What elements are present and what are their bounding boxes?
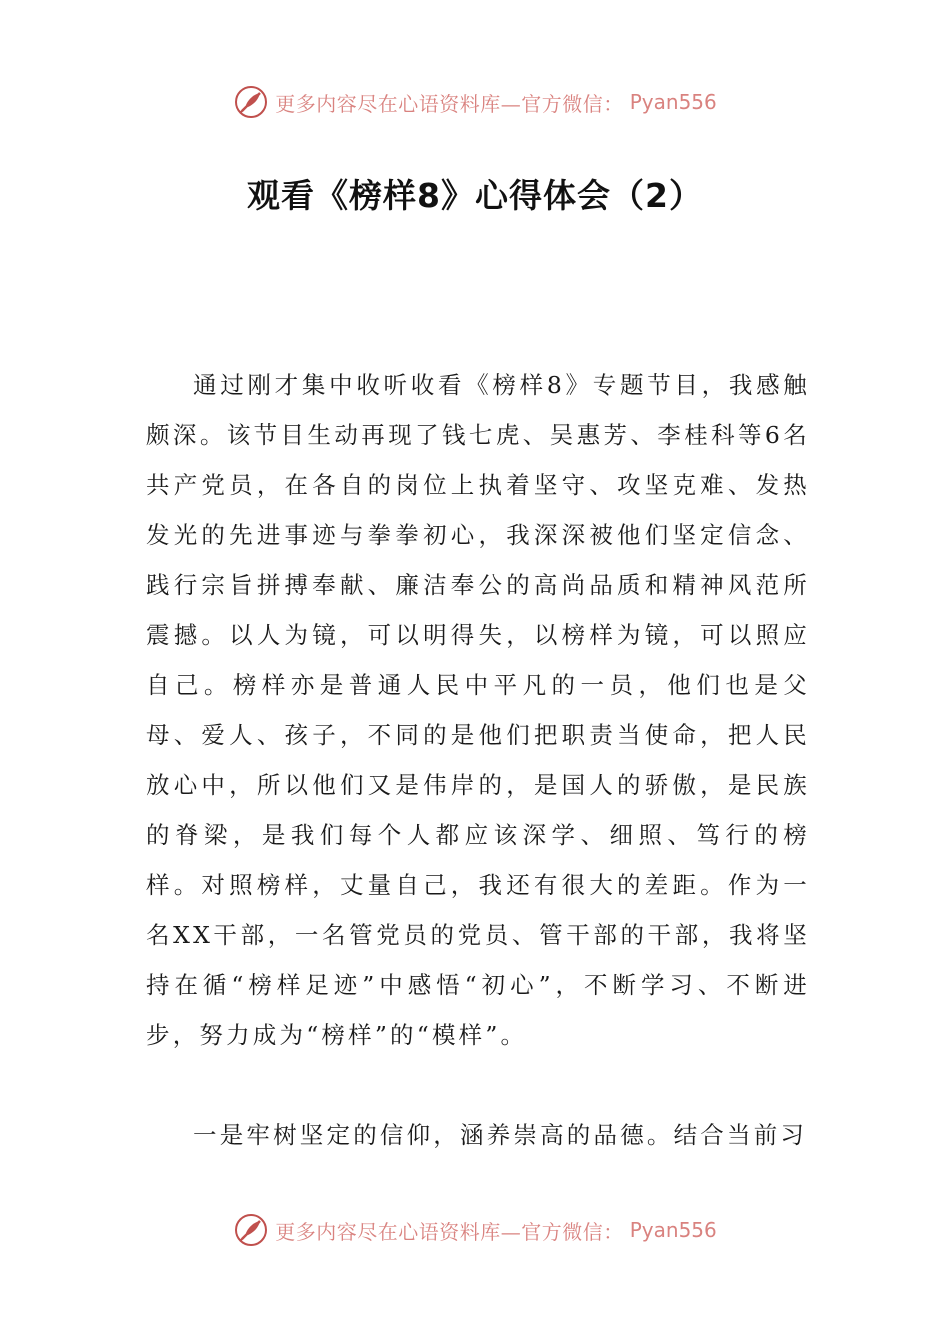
- watermark-banner-bottom: [0, 1208, 950, 1252]
- watermark-text: 更多内容尽在心语资料库—官方微信：: [275, 1219, 624, 1244]
- watermark-wechat-id: Pyan556: [629, 1218, 717, 1242]
- watermark-banner-top: [0, 80, 950, 124]
- document-title: 观看《榜样8》心得体会（2）: [247, 176, 703, 215]
- quill-logo-icon: [233, 84, 269, 120]
- quill-logo-icon: [233, 1212, 269, 1248]
- body-paragraph-2: 一是牢树坚定的信仰，涵养崇高的品德。结合当前习: [193, 1121, 808, 1149]
- watermark-text: 更多内容尽在心语资料库—官方微信：: [275, 91, 624, 116]
- watermark-wechat-id: Pyan556: [629, 90, 717, 114]
- body-paragraph-1: 通过刚才集中收听收看《榜样8》专题节目，我感触颇深。该节目生动再现了钱七虎、吴惠芳、李桂科等6名共产党员，在各自的岗位上执着坚守、攻坚克难、发热发光的先进事迹与拳拳初心，我深深被他们坚定信念、践行宗旨拼搏奉献、廉洁奉公的高尚品质和精神风范所震撼。以人为镜，可以明得失，以榜样为镜，可以照应自己。榜样亦是普通人民中平凡的一员，他们也是父母、爱人、孩子，不同的是他们把职责当使命，把人民放心中，所以他们又是伟岸的，是国人的骄傲，是民族的脊梁，是我们每个人都应该深学、细照、笃行的榜样。对照榜样，丈量自己，我还有很大的差距。作为一名XX干部，一名管党员的党员、管干部的干部，我将坚持在循“榜样足迹”中感悟“初心”，不断学习、不断进步，努力成为“榜样”的“模样”。: [146, 371, 810, 1049]
